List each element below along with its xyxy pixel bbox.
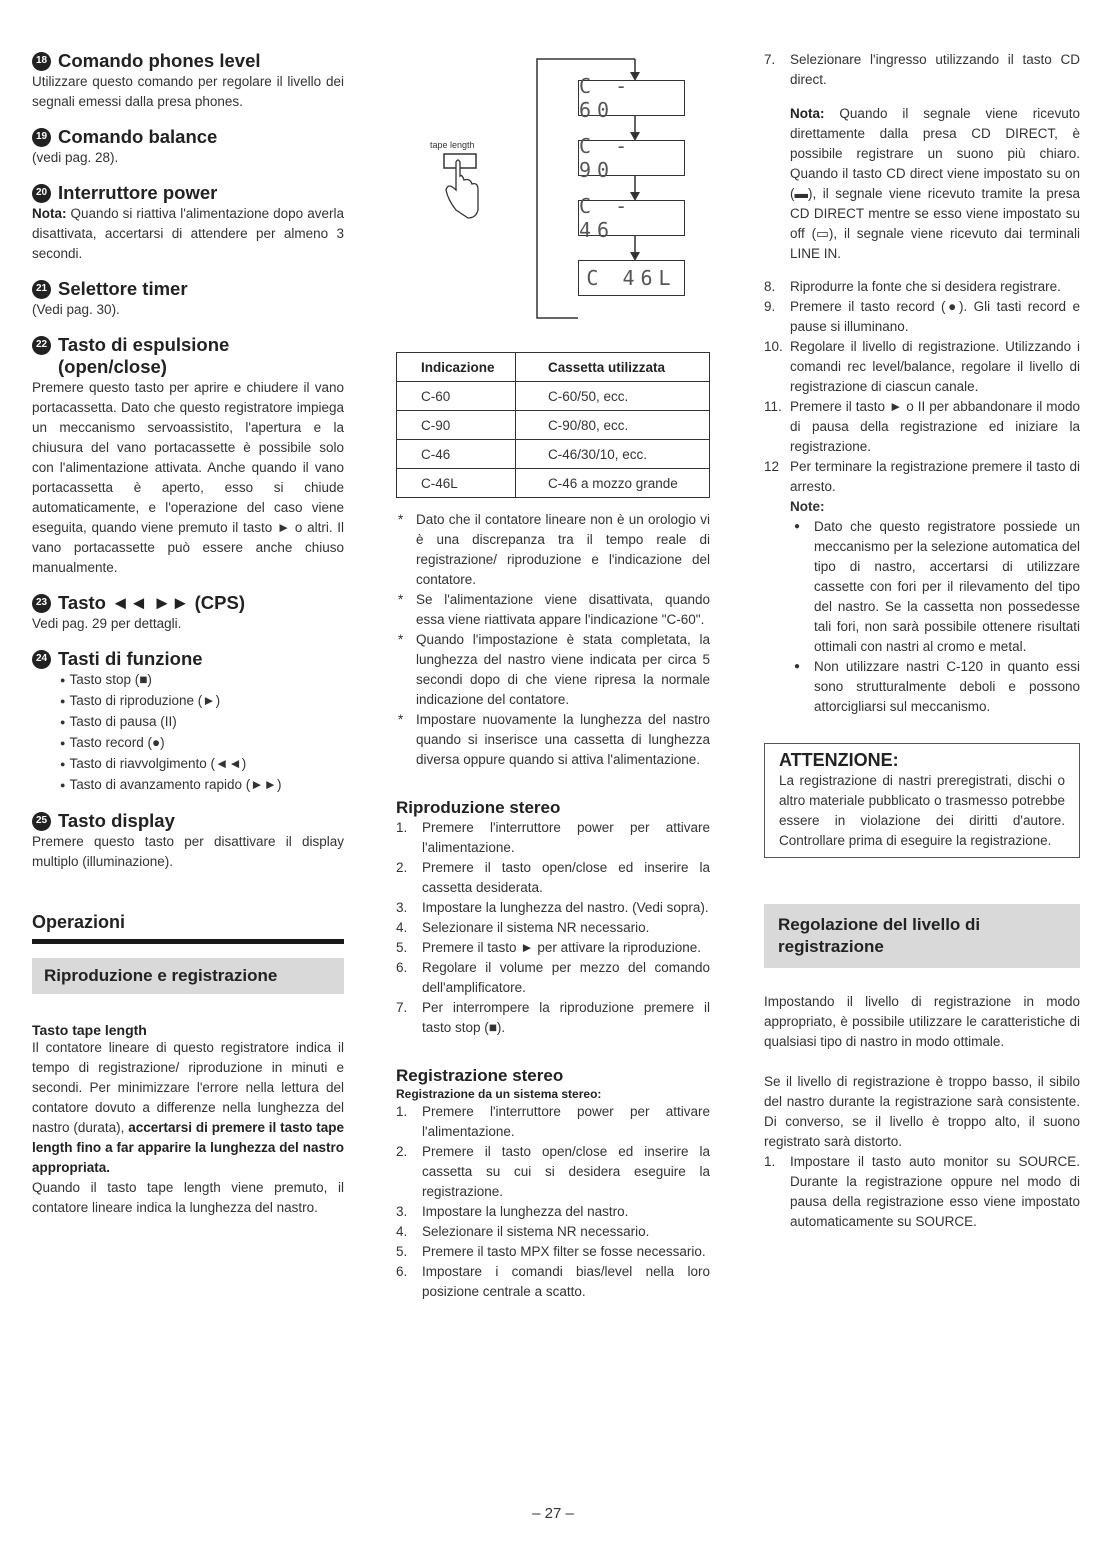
section-title: Selettore timer [58,278,188,299]
section-title: Tasti di funzione [58,648,203,669]
section-20 [32,182,344,264]
notes-heading: Note: [790,499,825,514]
list-item: 1. Premere l'interruttore power per attivare l'alimentazione. [396,820,710,855]
list-item: 12 Per terminare la registrazione premere il tasto di arresto. [764,459,1080,494]
note-label: Nota: [790,105,825,121]
section-title: Comando balance [58,126,218,147]
section-21 [32,278,344,320]
list-item: 4. Selezionare il sistema NR necessario. [396,920,650,935]
display-c60: C - 60 [578,80,685,116]
stereo-recording-steps [396,1102,710,1302]
list-item: ● Tasto di riproduzione (►) [60,691,344,712]
table-cell: C-46L [397,469,516,498]
list-item: 9. Premere il tasto record (●). Gli tasti record e pause si illuminano. [764,299,1080,334]
section-22 [32,334,344,578]
section-24 [32,648,344,796]
section-title: Comando phones level [58,50,261,71]
list-item: ● Tasto stop (■) [60,670,344,691]
list-item: 5. Premere il tasto MPX filter se fosse necessario. [396,1244,706,1259]
section-text: Premere questo tasto per aprire e chiudere il vano portacassetta. Dato che questo registratore impiega un meccanismo servoassistito, l'apertura e la chiusura del vano portacassette è possibile solo con l'alimentazione attivata. Anche quando il vano portacassetta è aperto, esso si chiude automaticamente, e l'operazione del caso viene eseguita, quando viene premuto il tasto ► o altri. Il vano portacassette può essere anche chiuso manualmente. [32,380,344,575]
table-row [397,411,710,440]
table-cell: C-46 a mozzo grande [516,469,710,498]
list-item: 6. Regolare il volume per mezzo del comando dell'amplificatore. [396,960,710,995]
recording-level-intro: Impostando il livello di registrazione in modo appropriato, è possibile utilizzare le caratteristiche di qualsiasi tipo di nastro in modo ottimale. [764,994,1080,1049]
list-item: ● Non utilizzare nastri C-120 in quanto essi sono strutturalmente deboli e possono attorcigliarsi sul meccanismo. [790,657,1080,717]
recording-steps-8-12 [764,277,1080,497]
list-item: * Dato che il contatore lineare non è un orologio vi è una discrepanza tra il tempo reale di registrazione/ riproduzione e l'indicazione del contatore. [396,510,710,590]
left-column [32,50,344,1218]
list-item: * Impostare nuovamente la lunghezza del nastro quando si inserisce una cassetta di lunghezza diversa oppure quando si attiva l'alimentazione. [396,710,710,770]
table-cell: C-60 [397,382,516,411]
list-item: 7. Per interrompere la riproduzione premere il tasto stop (■). [396,1000,710,1035]
section-19 [32,126,344,168]
playback-recording-band: Riproduzione e registrazione [32,958,344,994]
recording-level-steps [764,1152,1080,1232]
section-title: Interruttore power [58,182,218,203]
recording-level-band: Regolazione del livello di registrazione [764,904,1080,968]
list-item: 11. Premere il tasto ► o II per abbandonare il modo di pausa della registrazione ed iniziare la registrazione. [764,399,1080,454]
table-cell: C-46 [397,440,516,469]
list-item: 7. Selezionare l'ingresso utilizzando il tasto CD direct. [764,52,1080,87]
section-text: Quando si riattiva l'alimentazione dopo averla disattivata, accertarsi di attendere per almeno 3 secondi. [32,206,344,261]
section-18 [32,50,344,112]
section-text: Vedi pag. 29 per dettagli. [32,616,182,631]
item-number-badge: 18 [32,52,51,71]
tape-length-heading: Tasto tape length [32,1022,147,1038]
section-title-line2: (open/close) [58,356,167,377]
warning-box [764,743,1080,858]
section-text: (Vedi pag. 30). [32,302,120,317]
display-c46: C - 46 [578,200,685,236]
counter-notes [396,510,710,770]
list-item: 8. Riprodurre la fonte che si desidera registrare. [764,279,1061,294]
cassette-table [396,352,710,498]
section-text: Utilizzare questo comando per regolare il livello dei segnali emessi dalla presa phones. [32,74,344,109]
section-text: (vedi pag. 28). [32,150,119,165]
list-item: ● Dato che questo registratore possiede un meccanismo per la selezione automatica del tipo di nastro, accertarsi di utilizzare cassette con fori per il rilevamento del tipo del nastro. Se la cassetta non possedesse tali fori, non sarà possibile ottenere risultati ottimali con nastri al cromo e metal. [790,517,1080,657]
display-c46l: C 46L [578,260,685,296]
stereo-playback-heading: Riproduzione stereo [396,798,561,817]
warning-text: La registrazione di nastri preregistrati, dischi o altro materiale pubblicato o trasmesso potrebbe essere in violazione dei diritti d'autore. Controllare prima di eseguire la registrazione. [779,773,1065,848]
tape-length-text: Il contatore lineare di questo registratore indica il tempo di registrazione/ riproduzione in minuti e secondi. Per minimizzare l'errore nella lettura del contatore dovuto a differenze nella lunghezza del nastro (durata), [32,1040,344,1135]
table-cell: C-90/80, ecc. [516,411,710,440]
list-item: 1. Impostare il tasto auto monitor su SOURCE. Durante la registrazione oppure nel modo di pausa della registrazione esso viene impostato automaticamente su SOURCE. [764,1154,1080,1229]
item-number-badge: 24 [32,650,51,669]
recording-steps-continued [764,50,1080,90]
section-23 [32,592,344,634]
column-header: Cassetta utilizzata [516,353,710,382]
list-item: 3. Impostare la lunghezza del nastro. [396,1204,629,1219]
list-item: 6. Impostare i comandi bias/level nella loro posizione centrale a scatto. [396,1264,710,1299]
list-item: * Quando l'impostazione è stata completata, la lunghezza del nastro viene indicata per circa 5 secondi dopo di che viene ripresa la normale indicazione del contatore. [396,630,710,710]
list-item: * Se l'alimentazione viene disattivata, quando essa viene riattivata appare l'indicazione "C-60". [396,590,710,630]
list-item: ● Tasto di pausa (II) [60,712,344,733]
function-keys-list [32,670,344,796]
table-row [397,382,710,411]
note-label: Nota: [32,206,67,221]
right-column [764,50,1080,1232]
list-item: 2. Premere il tasto open/close ed inserire la cassetta desiderata. [396,860,710,895]
stereo-playback-steps [396,818,710,1038]
table-row [397,440,710,469]
section-title: Tasto display [58,810,175,831]
stereo-recording-heading: Registrazione stereo [396,1066,564,1085]
table-header-row [397,353,710,382]
tape-length-diagram [396,50,710,350]
section-text: Premere questo tasto per disattivare il display multiplo (illuminazione). [32,834,344,869]
section-title: Tasto di espulsione [58,334,230,355]
table-cell: C-90 [397,411,516,440]
list-item: ● Tasto di avanzamento rapido (►►) [60,775,344,796]
list-item: 10. Regolare il livello di registrazione. Utilizzando i comandi rec level/balance, regolare il livello di registrazione di ciascun canale. [764,339,1080,394]
table-cell: C-60/50, ecc. [516,382,710,411]
column-header: Indicazione [397,353,516,382]
operations-heading: Operazioni [32,912,344,944]
middle-column [396,50,710,1302]
list-item: 1. Premere l'interruttore power per attivare l'alimentazione. [396,1104,710,1139]
item-number-badge: 20 [32,184,51,203]
tape-notes [764,517,1080,717]
list-item: 3. Impostare la lunghezza del nastro. (Vedi sopra). [396,900,709,915]
list-item: 4. Selezionare il sistema NR necessario. [396,1224,650,1239]
item-number-badge: 23 [32,594,51,613]
item-number-badge: 25 [32,812,51,831]
recording-level-text: Se il livello di registrazione è troppo basso, il sibilo del nastro durante la registrazione sarà consistente. Di converso, se il livello è troppo alto, il suono registrato sarà distorto. [764,1074,1080,1149]
stereo-recording-subheading: Registrazione da un sistema stereo: [396,1087,602,1101]
table-row [397,469,710,498]
cd-direct-note: Nota: Quando il segnale viene ricevuto direttamente dalla presa CD DIRECT, è possibile registrare un suono più chiaro. Quando il tasto CD direct viene impostato su on (▬), il segnale viene ricevuto tramite la presa CD DIRECT mentre se esso viene impostato su off (▭), il segnale viene ricevuto dai terminali LINE IN. [790,105,1080,261]
warning-title: ATTENZIONE: [779,750,899,770]
list-item: 5. Premere il tasto ► per attivare la riproduzione. [396,940,701,955]
section-25 [32,810,344,872]
item-number-badge: 21 [32,280,51,299]
tape-length-button-label: tape length [430,140,475,150]
tape-length-text-2: Quando il tasto tape length viene premuto, il contatore lineare indica la lunghezza del nastro. [32,1180,344,1215]
table-cell: C-46/30/10, ecc. [516,440,710,469]
page-number: – 27 – [532,1505,574,1522]
item-number-badge: 22 [32,336,51,355]
item-number-badge: 19 [32,128,51,147]
list-item: ● Tasto di riavvolgimento (◄◄) [60,754,344,775]
tape-length-bold-text: accertarsi di premere il tasto tape length fino a far apparire la lunghezza del nastro appropriata. [32,1120,344,1175]
section-title: Tasto ◄◄ ►► (CPS) [58,592,245,613]
list-item: ● Tasto record (●) [60,733,344,754]
display-c90: C - 90 [578,140,685,176]
list-item: 2. Premere il tasto open/close ed inserire la cassetta su cui si desidera eseguire la registrazione. [396,1144,710,1199]
